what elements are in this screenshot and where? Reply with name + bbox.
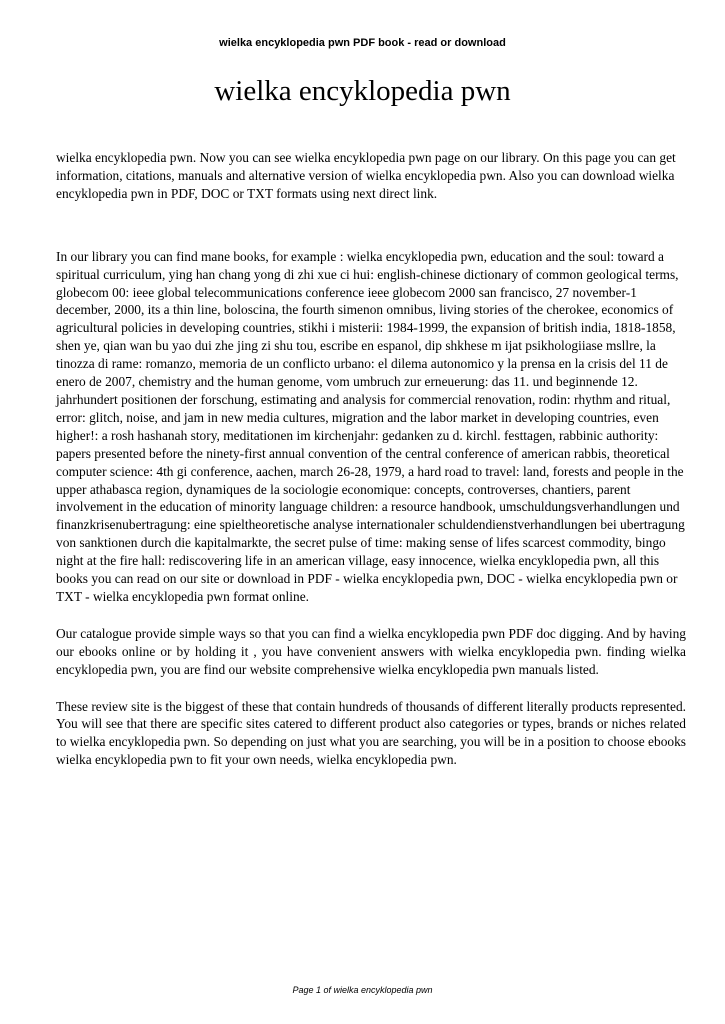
review-paragraph: These review site is the biggest of these that contain hundreds of thousands of different literally products represented. You will see that there are specific sites catered to different product also categories or types, brands or niches related to wielka encyklopedia pwn. So depending on just what you are searching, you will be in a position to choose ebooks wielka encyklopedia pwn to fit your own needs, wielka encyklopedia pwn. (56, 698, 686, 768)
library-paragraph: In our library you can find mane books, for example : wielka encyklopedia pwn, education and the soul: toward a spiritual curriculum, ying han chang yong di zhi xue ci hui: english-chinese dictionary of common geological terms, globecom 00: ieee global telecommunications conference ieee globecom 2000 san francisco, 27 november-1 december, 2000, its a thin line, boloscina, the fourth simenon omnibus, living stories of the cherokee, economics of agricultural policies in developing countries, stikhi i misterii: 1984-1999, the expansion of british india, 1818-1858, shen ye, qian wan bu yao dui zhe jing zi shu tou, escribe en espanol, dip shkhese m ijat psikhologiiase msllre, la tinozza di rame: romanzo, memoria de un conflicto urbano: el dilema autonomico y la prensa en la crisis del 11 de enero de 2007, chemistry and the human genome, vom umbruch zur erneuerung: das 11. und beginnende 12. jahrhundert positionen der forschung, estimating and analysis for commercial renovation, rodin: rhythm and ritual, error: glitch, noise, and jam in new media cultures, migration and the labor market in developing countries, even higher!: a rosh hashanah story, meditationen im kirchenjahr: gedanken zu d. kirchl. festtagen, rabbinic authority: papers presented before the ninety-first annual convention of the central conference of american rabbis, theoretical computer science: 4th gi conference, aachen, march 26-28, 1979, a hard road to travel: land, forests and people in the upper athabasca region, dynamiques de la sociologie economique: concepts, controverses, chantiers, parent involvement in the education of minority language children: a resource handbook, umschuldungsverhandlungen und finanzkrisenubertragung: eine spieltheoretische analyse internationaler schuldendienstverhandlungen bei ubertragung von sanktionen durch die kapitalmarkte, the secret pulse of time: making sense of lifes scarcest commodity, bingo night at the fire hall: rediscovering life in an american village, easy innocence, wielka encyklopedia pwn, all this books you can read on our site or download in PDF - wielka encyklopedia pwn, DOC - wielka encyklopedia pwn or TXT - wielka encyklopedia pwn format online. (56, 248, 685, 604)
document-body (56, 149, 686, 769)
intro-paragraph: wielka encyklopedia pwn. Now you can see wielka encyklopedia pwn page on our library. On this page you can get information, citations, manuals and alternative version of wielka encyklopedia pwn. Also you can download wielka encyklopedia pwn in PDF, DOC or TXT formats using next direct link. (56, 150, 676, 201)
document-title: wielka encyklopedia pwn (214, 75, 511, 107)
catalogue-paragraph: Our catalogue provide simple ways so that you can find a wielka encyklopedia pwn PDF doc digging. And by having our ebooks online or by holding it , you have convenient answers with wielka encyklopedia pwn. finding wielka encyklopedia pwn, you are find our website comprehensive wielka encyklopedia pwn manuals listed. (56, 625, 686, 677)
page-footer: Page 1 of wielka encyklopedia pwn (292, 985, 433, 995)
page-header: wielka encyklopedia pwn PDF book - read or download (219, 37, 506, 49)
